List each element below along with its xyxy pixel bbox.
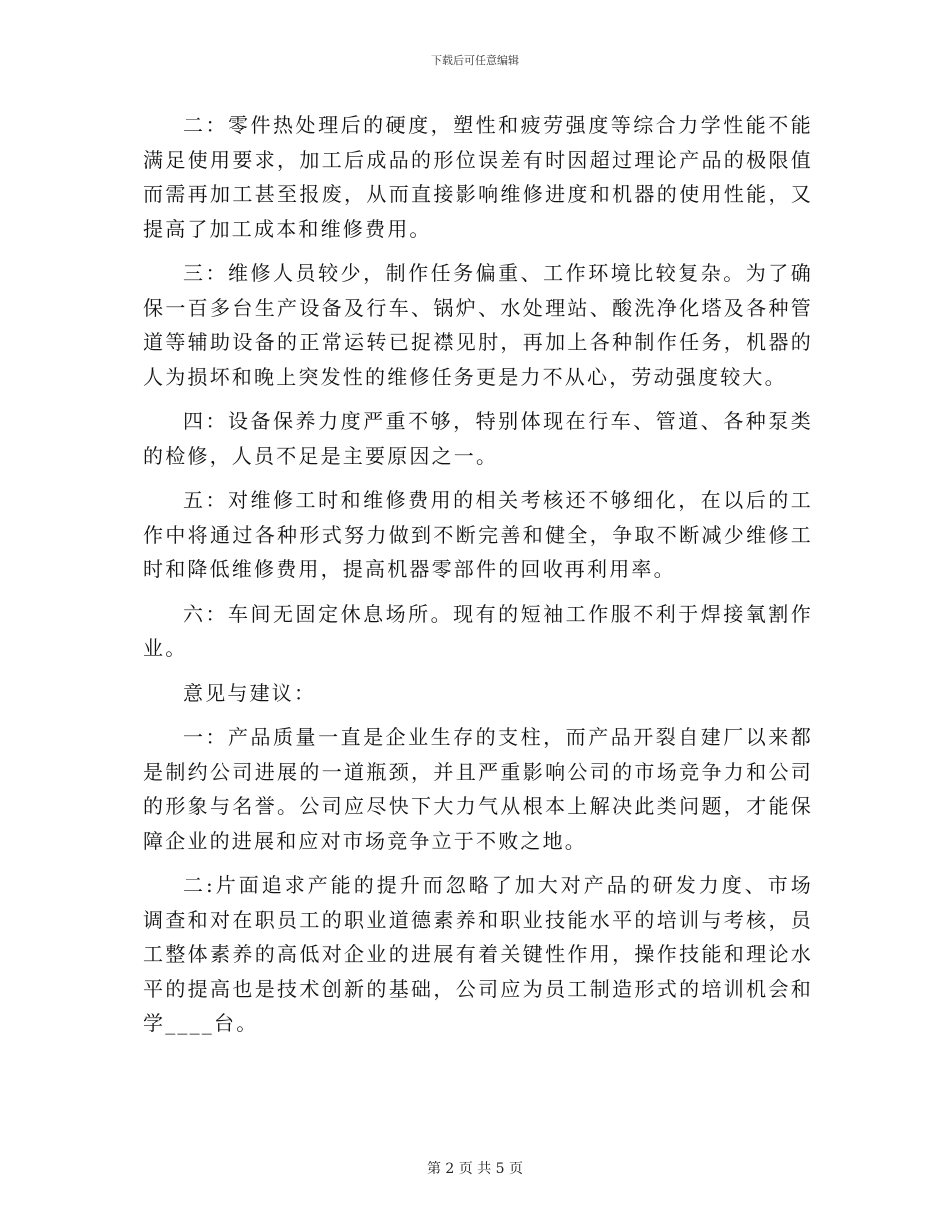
paragraph-issue-6: 六：车间无固定休息场所。现有的短袖工作服不利于焊接氧割作业。: [143, 601, 813, 660]
page-number: 第 2 页 共 5 页: [426, 1161, 524, 1177]
paragraph-suggestion-2: 二:片面追求产能的提升而忽略了加大对产品的研发力度、市场调查和对在职员工的职业道德素养和职业技能水平的培训与考核，员工整体素养的高低对企业的进展有着关键性作用，操作技能和理论水平的提高也是技术创新的基础，公司应为员工制造形式的培训机会和学____台。: [143, 873, 813, 1035]
paragraph-issue-3: 三：维修人员较少，制作任务偏重、工作环境比较复杂。为了确保一百多台生产设备及行车、锅炉、水处理站、酸洗净化塔及各种管道等辅助设备的正常运转已捉襟见肘，再加上各种制作任务，机器的人为损坏和晚上突发性的维修任务更是力不从心，劳动强度较大。: [143, 261, 813, 389]
document-body: [143, 108, 813, 1051]
paragraph-issue-2: 二：零件热处理后的硬度，塑性和疲劳强度等综合力学性能不能满足使用要求，加工后成品的形位误差有时因超过理论产品的极限值而需再加工甚至报废，从而直接影响维修进度和机器的使用性能，又提高了加工成本和维修费用。: [143, 113, 813, 241]
paragraph-issue-4: 四：设备保养力度严重不够，特别体现在行车、管道、各种泵类的检修，人员不足是主要原因之一。: [143, 409, 813, 468]
page-header: 下载后可任意编辑: [431, 54, 519, 67]
paragraph-issue-5: 五：对维修工时和维修费用的相关考核还不够细化，在以后的工作中将通过各种形式努力做到不断完善和健全，争取不断减少维修工时和降低维修费用，提高机器零部件的回收再利用率。: [143, 488, 813, 581]
section-heading-suggestions: 意见与建议：: [183, 680, 317, 705]
paragraph-suggestion-1: 一：产品质量一直是企业生存的支柱，而产品开裂自建厂以来都是制约公司进展的一道瓶颈，并且严重影响公司的市场竞争力和公司的形象与名誉。公司应尽快下大力气从根本上解决此类问题，才能保障企业的进展和应对市场竞争立于不败之地。: [143, 725, 813, 853]
